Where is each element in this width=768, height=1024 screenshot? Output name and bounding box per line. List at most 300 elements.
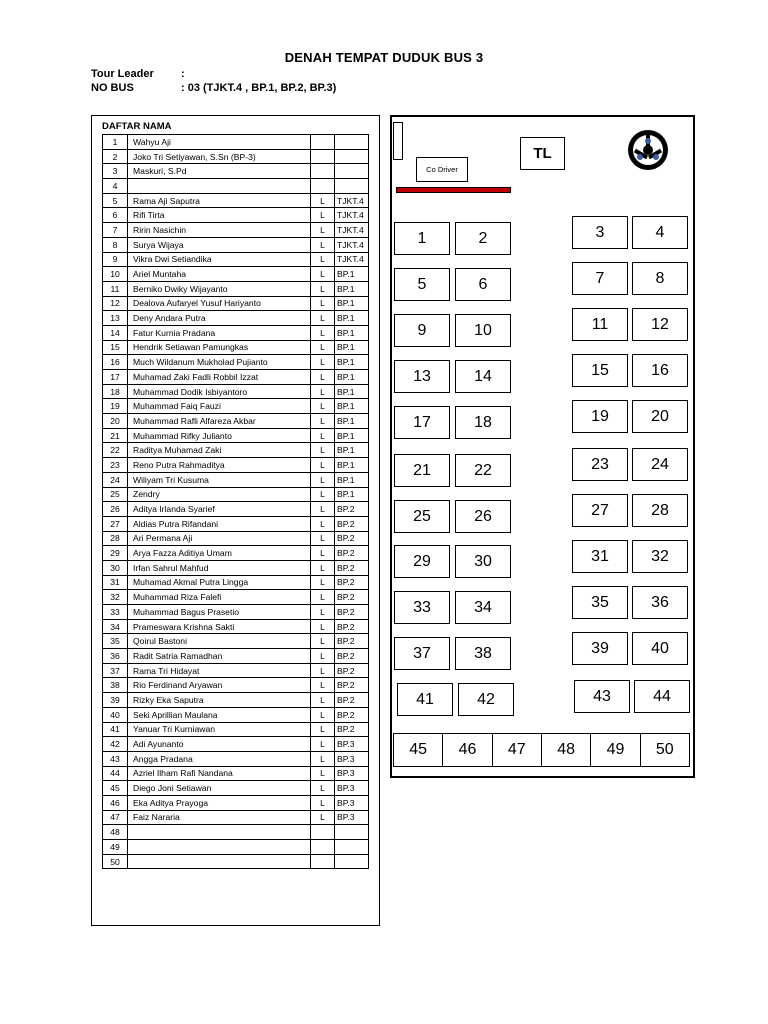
row-sex: L xyxy=(311,678,335,693)
row-name: Muhamad Akmal Putra Lingga xyxy=(128,575,311,590)
seat-2: 2 xyxy=(455,222,511,255)
row-group: BP.1 xyxy=(335,296,369,311)
row-name: Muhammad Rifky Julianto xyxy=(128,428,311,443)
seat-16: 16 xyxy=(632,354,688,387)
row-sex: L xyxy=(311,355,335,370)
row-group: BP.2 xyxy=(335,590,369,605)
table-row xyxy=(103,443,369,458)
row-name xyxy=(128,840,311,855)
row-name: Muhammad Faiq Fauzi xyxy=(128,399,311,414)
tour-leader-label: Tour Leader xyxy=(91,68,154,80)
row-group xyxy=(335,149,369,164)
row-group: BP.1 xyxy=(335,487,369,502)
row-name: Aditya Irlanda Syarief xyxy=(128,502,311,517)
row-name: Angga Pradana xyxy=(128,751,311,766)
row-number: 31 xyxy=(103,575,128,590)
row-name: Much Wildanum Mukholad Pujianto xyxy=(128,355,311,370)
row-sex: L xyxy=(311,399,335,414)
row-number: 25 xyxy=(103,487,128,502)
row-name: Fatur Kurnia Pradana xyxy=(128,325,311,340)
row-name: Rifi Tirta xyxy=(128,208,311,223)
seat-41: 41 xyxy=(397,683,453,716)
row-name xyxy=(128,854,311,869)
row-number: 37 xyxy=(103,663,128,678)
row-number: 12 xyxy=(103,296,128,311)
table-row xyxy=(103,795,369,810)
seat-40: 40 xyxy=(632,632,688,665)
row-sex: L xyxy=(311,737,335,752)
seat-13: 13 xyxy=(394,360,450,393)
row-group xyxy=(335,825,369,840)
row-name: Muhammad Riza Falefi xyxy=(128,590,311,605)
table-row xyxy=(103,531,369,546)
seat-23: 23 xyxy=(572,448,628,481)
row-group: BP.2 xyxy=(335,502,369,517)
row-number: 42 xyxy=(103,737,128,752)
row-group: BP.3 xyxy=(335,751,369,766)
row-group: BP.2 xyxy=(335,516,369,531)
row-number: 15 xyxy=(103,340,128,355)
row-number: 28 xyxy=(103,531,128,546)
row-name: Irfan Sahrul Mahfud xyxy=(128,560,311,575)
table-row xyxy=(103,487,369,502)
row-sex: L xyxy=(311,370,335,385)
row-number: 14 xyxy=(103,325,128,340)
table-row xyxy=(103,325,369,340)
row-sex: L xyxy=(311,751,335,766)
row-sex: L xyxy=(311,634,335,649)
table-row xyxy=(103,663,369,678)
seat-37: 37 xyxy=(394,637,450,670)
table-row xyxy=(103,693,369,708)
seat-45: 45 xyxy=(394,734,443,766)
row-group: TJKT.4 xyxy=(335,223,369,238)
row-number: 21 xyxy=(103,428,128,443)
row-number: 29 xyxy=(103,546,128,561)
row-group: BP.2 xyxy=(335,678,369,693)
seat-15: 15 xyxy=(572,354,628,387)
seat-32: 32 xyxy=(632,540,688,573)
row-sex: L xyxy=(311,531,335,546)
row-group: BP.2 xyxy=(335,649,369,664)
row-group: BP.1 xyxy=(335,399,369,414)
table-row xyxy=(103,737,369,752)
bus-number-label: NO BUS xyxy=(91,82,134,94)
row-sex: L xyxy=(311,766,335,781)
row-number: 40 xyxy=(103,707,128,722)
row-name: Reno Putra Rahmaditya xyxy=(128,458,311,473)
row-sex: L xyxy=(311,810,335,825)
seat-33: 33 xyxy=(394,591,450,624)
row-group: TJKT.4 xyxy=(335,237,369,252)
seat-29: 29 xyxy=(394,545,450,578)
row-group: BP.1 xyxy=(335,355,369,370)
name-table xyxy=(102,134,369,869)
row-name: Ariel Muntaha xyxy=(128,267,311,282)
row-name: Seki Aprillian Maulana xyxy=(128,707,311,722)
row-group: BP.2 xyxy=(335,634,369,649)
table-row xyxy=(103,179,369,194)
seat-3: 3 xyxy=(572,216,628,249)
row-number: 39 xyxy=(103,693,128,708)
row-group: BP.1 xyxy=(335,458,369,473)
row-name: Radit Satria Ramadhan xyxy=(128,649,311,664)
row-group: BP.2 xyxy=(335,707,369,722)
table-row xyxy=(103,634,369,649)
table-row xyxy=(103,193,369,208)
row-group: BP.2 xyxy=(335,722,369,737)
row-group: BP.1 xyxy=(335,340,369,355)
row-group: BP.2 xyxy=(335,619,369,634)
seat-9: 9 xyxy=(394,314,450,347)
row-sex: L xyxy=(311,546,335,561)
row-name: Yanuar Tri Kurniawan xyxy=(128,722,311,737)
seat-42: 42 xyxy=(458,683,514,716)
steering-wheel-icon xyxy=(626,128,670,172)
table-row xyxy=(103,311,369,326)
row-sex: L xyxy=(311,663,335,678)
row-group: BP.3 xyxy=(335,810,369,825)
row-group: BP.1 xyxy=(335,370,369,385)
row-group: BP.3 xyxy=(335,766,369,781)
name-list-panel xyxy=(91,115,380,926)
row-group: BP.2 xyxy=(335,531,369,546)
front-divider-bar xyxy=(396,187,511,193)
row-number: 46 xyxy=(103,795,128,810)
row-number: 20 xyxy=(103,414,128,429)
row-sex: L xyxy=(311,208,335,223)
row-number: 1 xyxy=(103,135,128,150)
seat-1: 1 xyxy=(394,222,450,255)
seat-4: 4 xyxy=(632,216,688,249)
row-group: BP.2 xyxy=(335,560,369,575)
row-sex: L xyxy=(311,649,335,664)
row-number: 26 xyxy=(103,502,128,517)
row-group: BP.1 xyxy=(335,472,369,487)
row-number: 34 xyxy=(103,619,128,634)
table-row xyxy=(103,502,369,517)
row-sex xyxy=(311,149,335,164)
row-group: BP.1 xyxy=(335,443,369,458)
row-number: 27 xyxy=(103,516,128,531)
seat-12: 12 xyxy=(632,308,688,341)
seat-34: 34 xyxy=(455,591,511,624)
seat-47: 47 xyxy=(493,734,542,766)
row-name: Maskuri, S.Pd xyxy=(128,164,311,179)
row-number: 18 xyxy=(103,384,128,399)
row-sex: L xyxy=(311,311,335,326)
seat-44: 44 xyxy=(634,680,690,713)
table-row xyxy=(103,678,369,693)
tour-leader-value: : xyxy=(181,68,185,80)
seat-20: 20 xyxy=(632,400,688,433)
row-number: 43 xyxy=(103,751,128,766)
row-number: 23 xyxy=(103,458,128,473)
row-number: 3 xyxy=(103,164,128,179)
row-name: Muhammad Dodik Isbiyantoro xyxy=(128,384,311,399)
row-sex: L xyxy=(311,560,335,575)
row-sex: L xyxy=(311,267,335,282)
row-sex: L xyxy=(311,296,335,311)
row-group: BP.1 xyxy=(335,325,369,340)
row-group: BP.3 xyxy=(335,781,369,796)
row-number: 11 xyxy=(103,281,128,296)
seat-18: 18 xyxy=(455,406,511,439)
row-number: 22 xyxy=(103,443,128,458)
row-name: Berniko Dwiky Wijayanto xyxy=(128,281,311,296)
row-sex: L xyxy=(311,252,335,267)
row-number: 35 xyxy=(103,634,128,649)
row-sex: L xyxy=(311,575,335,590)
row-group: TJKT.4 xyxy=(335,252,369,267)
table-row xyxy=(103,149,369,164)
seat-17: 17 xyxy=(394,406,450,439)
row-name: Raditya Muhamad Zaki xyxy=(128,443,311,458)
row-name: Ari Permana Aji xyxy=(128,531,311,546)
row-number: 9 xyxy=(103,252,128,267)
seat-6: 6 xyxy=(455,268,511,301)
table-row xyxy=(103,619,369,634)
row-number: 19 xyxy=(103,399,128,414)
row-group: BP.1 xyxy=(335,311,369,326)
seat-31: 31 xyxy=(572,540,628,573)
table-row xyxy=(103,237,369,252)
row-name: Zendry xyxy=(128,487,311,502)
row-group xyxy=(335,854,369,869)
row-number: 13 xyxy=(103,311,128,326)
table-row xyxy=(103,825,369,840)
row-name: Diego Joni Setiawan xyxy=(128,781,311,796)
row-name: Rio Ferdinand Aryawan xyxy=(128,678,311,693)
table-row xyxy=(103,458,369,473)
row-number: 41 xyxy=(103,722,128,737)
row-name xyxy=(128,825,311,840)
row-name: Muhammad Bagus Prasetio xyxy=(128,605,311,620)
row-number: 44 xyxy=(103,766,128,781)
row-group xyxy=(335,135,369,150)
table-row xyxy=(103,575,369,590)
table-row xyxy=(103,164,369,179)
row-number: 50 xyxy=(103,854,128,869)
row-group: BP.3 xyxy=(335,795,369,810)
row-number: 45 xyxy=(103,781,128,796)
row-group: BP.1 xyxy=(335,267,369,282)
row-name: Wahyu Aji xyxy=(128,135,311,150)
row-group xyxy=(335,179,369,194)
seat-28: 28 xyxy=(632,494,688,527)
row-name: Deny Andara Putra xyxy=(128,311,311,326)
row-sex: L xyxy=(311,223,335,238)
row-sex: L xyxy=(311,193,335,208)
row-name: Joko Tri Setiyawan, S.Sn (BP-3) xyxy=(128,149,311,164)
row-name: Wiliyam Tri Kusuma xyxy=(128,472,311,487)
seat-10: 10 xyxy=(455,314,511,347)
seat-8: 8 xyxy=(632,262,688,295)
row-number: 32 xyxy=(103,590,128,605)
table-row xyxy=(103,428,369,443)
seat-48: 48 xyxy=(542,734,591,766)
row-number: 7 xyxy=(103,223,128,238)
row-sex: L xyxy=(311,722,335,737)
table-row xyxy=(103,722,369,737)
seat-14: 14 xyxy=(455,360,511,393)
row-number: 38 xyxy=(103,678,128,693)
row-sex xyxy=(311,179,335,194)
table-row xyxy=(103,546,369,561)
seat-36: 36 xyxy=(632,586,688,619)
table-row xyxy=(103,296,369,311)
row-number: 30 xyxy=(103,560,128,575)
row-sex: L xyxy=(311,707,335,722)
row-group: BP.2 xyxy=(335,546,369,561)
table-row xyxy=(103,135,369,150)
row-number: 10 xyxy=(103,267,128,282)
seat-27: 27 xyxy=(572,494,628,527)
row-sex: L xyxy=(311,590,335,605)
row-name: Ririn Nasichin xyxy=(128,223,311,238)
row-group: TJKT.4 xyxy=(335,208,369,223)
row-sex: L xyxy=(311,693,335,708)
seat-24: 24 xyxy=(632,448,688,481)
row-sex: L xyxy=(311,472,335,487)
row-sex: L xyxy=(311,605,335,620)
table-row xyxy=(103,605,369,620)
row-sex: L xyxy=(311,325,335,340)
row-sex xyxy=(311,854,335,869)
row-name: Surya Wijaya xyxy=(128,237,311,252)
row-sex: L xyxy=(311,414,335,429)
row-group xyxy=(335,840,369,855)
door xyxy=(393,122,403,160)
row-name: Rama Aji Saputra xyxy=(128,193,311,208)
row-sex xyxy=(311,825,335,840)
seat-19: 19 xyxy=(572,400,628,433)
seat-49: 49 xyxy=(591,734,640,766)
table-row xyxy=(103,399,369,414)
row-group: BP.1 xyxy=(335,414,369,429)
row-number: 2 xyxy=(103,149,128,164)
row-group: BP.2 xyxy=(335,605,369,620)
row-name: Vikra Dwi Setiandika xyxy=(128,252,311,267)
row-name xyxy=(128,179,311,194)
row-number: 24 xyxy=(103,472,128,487)
seat-25: 25 xyxy=(394,500,450,533)
table-row xyxy=(103,208,369,223)
seat-26: 26 xyxy=(455,500,511,533)
row-number: 6 xyxy=(103,208,128,223)
name-list-header: DAFTAR NAMA xyxy=(102,121,172,132)
row-sex: L xyxy=(311,340,335,355)
row-sex: L xyxy=(311,795,335,810)
seat-5: 5 xyxy=(394,268,450,301)
table-row xyxy=(103,560,369,575)
row-number: 4 xyxy=(103,179,128,194)
row-name: Qoirul Bastoni xyxy=(128,634,311,649)
row-group: BP.1 xyxy=(335,384,369,399)
table-row xyxy=(103,516,369,531)
row-group: BP.2 xyxy=(335,575,369,590)
row-name: Arya Fazza Aditiya Umam xyxy=(128,546,311,561)
row-name: Aldias Putra Rifandani xyxy=(128,516,311,531)
back-row xyxy=(393,733,690,767)
row-name: Prameswara Krishna Sakti xyxy=(128,619,311,634)
table-row xyxy=(103,854,369,869)
table-row xyxy=(103,252,369,267)
row-name: Adi Ayunanto xyxy=(128,737,311,752)
row-group: BP.1 xyxy=(335,281,369,296)
row-sex: L xyxy=(311,502,335,517)
row-sex: L xyxy=(311,428,335,443)
seat-30: 30 xyxy=(455,545,511,578)
row-name: Eka Aditya Prayoga xyxy=(128,795,311,810)
table-row xyxy=(103,370,369,385)
row-number: 47 xyxy=(103,810,128,825)
row-sex: L xyxy=(311,781,335,796)
table-row xyxy=(103,267,369,282)
row-name: Hendrik Setiawan Pamungkas xyxy=(128,340,311,355)
row-group: BP.2 xyxy=(335,663,369,678)
row-name: Faiz Nararia xyxy=(128,810,311,825)
row-number: 16 xyxy=(103,355,128,370)
seat-22: 22 xyxy=(455,454,511,487)
row-name: Azriel Ilham Rafi Nandana xyxy=(128,766,311,781)
seat-35: 35 xyxy=(572,586,628,619)
page-title: DENAH TEMPAT DUDUK BUS 3 xyxy=(284,50,484,65)
row-name: Rizky Eka Saputra xyxy=(128,693,311,708)
tour-leader-line xyxy=(91,68,185,80)
seat-50: 50 xyxy=(655,741,674,758)
row-number: 5 xyxy=(103,193,128,208)
table-row xyxy=(103,751,369,766)
table-row xyxy=(103,766,369,781)
table-row xyxy=(103,649,369,664)
seat-11: 11 xyxy=(572,308,628,341)
row-number: 33 xyxy=(103,605,128,620)
row-group: BP.1 xyxy=(335,428,369,443)
tour-leader-seat: TL xyxy=(520,137,565,170)
seat-46: 46 xyxy=(443,734,492,766)
row-sex: L xyxy=(311,458,335,473)
row-number: 48 xyxy=(103,825,128,840)
row-group: TJKT.4 xyxy=(335,193,369,208)
table-row xyxy=(103,414,369,429)
row-sex: L xyxy=(311,281,335,296)
row-sex xyxy=(311,135,335,150)
row-number: 17 xyxy=(103,370,128,385)
seat-21: 21 xyxy=(394,454,450,487)
row-sex: L xyxy=(311,237,335,252)
row-number: 36 xyxy=(103,649,128,664)
row-group xyxy=(335,164,369,179)
bus-number-value: : 03 (TJKT.4 , BP.1, BP.2, BP.3) xyxy=(181,82,337,94)
row-name: Rama Tri Hidayat xyxy=(128,663,311,678)
table-row xyxy=(103,707,369,722)
table-row xyxy=(103,281,369,296)
seat-43: 43 xyxy=(574,680,630,713)
row-group: BP.2 xyxy=(335,693,369,708)
table-row xyxy=(103,355,369,370)
row-sex: L xyxy=(311,516,335,531)
row-sex: L xyxy=(311,487,335,502)
table-row xyxy=(103,340,369,355)
row-sex: L xyxy=(311,384,335,399)
table-row xyxy=(103,384,369,399)
co-driver-seat: Co Driver xyxy=(416,157,468,182)
row-sex xyxy=(311,840,335,855)
bus-layout xyxy=(390,115,695,778)
table-row xyxy=(103,781,369,796)
bus-number-line xyxy=(91,82,336,94)
